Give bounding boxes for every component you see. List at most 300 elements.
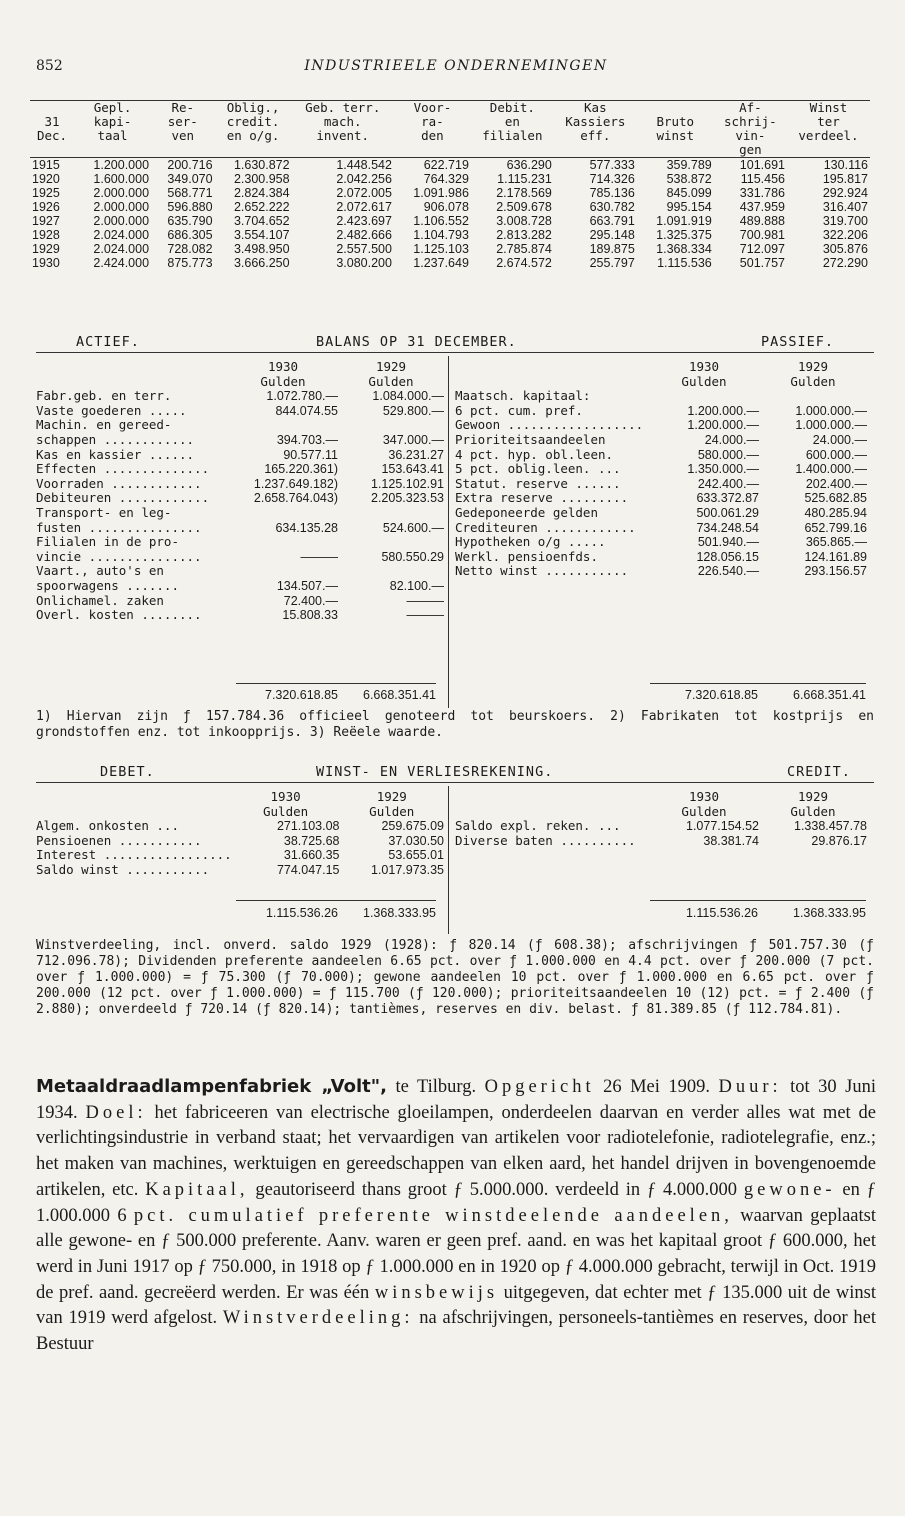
passief-label: Hypotheken o/g ..... [455,534,606,550]
passief-label: Netto winst ........... [455,563,629,579]
stats-cell: 728.082 [167,242,213,256]
stats-cell: 577.333 [589,158,635,172]
stats-cell: 2.072.617 [336,200,392,214]
passief-totals [648,688,866,703]
stats-cell: 3.008.728 [496,214,552,228]
stats-cell: 1.115.536 [657,256,712,270]
stats-cell: 189.875 [589,242,635,256]
actief-value-1930 [228,418,338,433]
actief-value-1930: 844.074.55 [275,403,338,418]
actief-label: Transport- en leg- [36,504,172,520]
actief-unit-1929: Gulden [368,373,414,389]
credit-header-spacer [455,805,649,820]
debet-total-rule [236,900,436,901]
stats-column-header [471,143,554,158]
actief-value-1930: 72.400.— [283,593,338,608]
actief-value-1929 [338,418,444,433]
stats-cell: 1.600.000 [93,172,150,186]
debet-value-1930: 31.660.35 [283,848,340,863]
passief-row [455,564,867,579]
stats-column-header: credit. [226,114,280,129]
stats-cell: 130.116 [823,158,868,172]
stats-column-header: 31 [44,114,60,129]
actief-total-rule [236,683,436,684]
actief-value-1929: 36.231.27 [388,447,444,462]
stats-cell: 2.813.282 [496,228,552,242]
actief-header-spacer [36,375,228,390]
stats-cell: 3.666.250 [233,256,290,270]
credit-unit-1929: Gulden [790,803,836,819]
stats-cell: 295.148 [589,228,635,242]
passief-label: Prioriteitsaandeelen [455,431,606,447]
passief-label: Gedeponeerde gelden [455,504,598,520]
stats-row [30,228,870,242]
passief-value-1929: 600.000.— [805,447,867,462]
keyword-gewone: gewone- [743,1179,836,1200]
stats-cell: 714.326 [589,172,635,186]
stats-cell: 2.785.874 [496,242,552,256]
passief-table [455,360,867,579]
debet-unit-1929: Gulden [369,803,415,819]
stats-cell: 2.423.697 [336,214,392,228]
stats-year-cell: 1928 [32,228,60,242]
keyword-winsbewijs: winsbewijs [374,1282,499,1303]
stats-column-header: Oblig., [215,101,292,116]
actief-value-1929: ——— [406,593,444,608]
credit-totals [648,906,866,921]
passief-row [455,521,867,536]
actief-value-1929: 580.550.29 [381,549,444,564]
debet-table [36,790,444,878]
winstverdeeling-text: Winstverdeeling, incl. onverd. saldo 1929 (1928): ƒ 820.14 (ƒ 608.38); afschrijvingen ƒ 501.757.30 (ƒ 712.096.78); Dividenden preferente aandeelen 6.65 pct. over ƒ 1.000.000 en 4.4 pct. over ƒ 200.000 (7 pct. over ƒ 1.000.000) = ƒ 75.300 (ƒ 70.000); gewone aandeelen 10 pct. over ƒ 1.000.000 en 6.65 pct. over ƒ 200.000 (12 pct. over ƒ 1.000.000) = ƒ 115.700 (ƒ 120.000); prioriteitsaandeelen 10 (12) pct. = ƒ 2.400 (ƒ 2.880); onverdeeld ƒ 720.14 (ƒ 820.14); tantièmes, reserves en div. belast. ƒ 81.389.85 (ƒ 112.784.81). [36,938,874,1017]
passief-label: Maatsch. kapitaal: [455,388,591,404]
actief-value-1930: 15.808.33 [282,608,338,623]
debet-value-1930: 774.047.15 [276,862,340,877]
company-text-7: waarvan geplaatst alle gewone- en ƒ 500.000 preferente. Aanv. waren er geen pref. aand. en was het kapitaal groot ƒ 600.000, het werd in Juni 1917 op ƒ 750.000, in 1918 op ƒ 1.000.000 en in 1920 op ƒ 4.000.000 gebracht, terwijl in Oct. 1919 de pref. aand. gecreëerd werden. Er was één [36,1205,876,1303]
passief-header-spacer [455,375,649,390]
stats-row [30,200,870,214]
passief-label: Werkl. pensioenfds. [455,548,598,564]
actief-label: Onlichamel. zaken [36,592,164,608]
stats-cell: 3.704.652 [233,214,290,228]
actief-value-1930: 1.237.649.182) [253,476,338,491]
debet-row [36,819,444,834]
stats-cell: 2.042.256 [336,172,392,186]
stats-year-cell: 1915 [32,158,60,172]
stats-cell: 1.237.649 [413,256,469,270]
stats-cell: 635.790 [167,214,213,228]
actief-value-1929 [338,564,444,579]
actief-value-1929: 82.100.— [389,578,444,593]
passief-value-1930: 580.000.— [697,447,759,462]
passief-total-1929: 6.668.351.41 [793,688,866,702]
stats-cell: 255.797 [589,256,635,270]
passief-row [455,389,867,404]
actief-value-1929: 524.600.— [382,520,444,535]
stats-cell: 2.674.572 [496,256,552,270]
passief-value-1929: 1.400.000.— [795,462,867,477]
passief-row [455,491,867,506]
pl-title: WINST- EN VERLIESREKENING. [316,764,554,780]
credit-total-1929: 1.368.333.95 [793,906,866,920]
stats-column-header: Debit. [471,101,554,116]
stats-column-header [637,101,714,116]
stats-column-header: Voor- [394,101,471,116]
stats-cell: 1.448.542 [336,158,392,172]
stats-column-header: schrij- [724,114,777,129]
stats-cell: 630.782 [589,200,635,214]
actief-row [36,418,444,433]
actief-row [36,535,444,550]
pl-top-rule [36,782,874,783]
actief-value-1930 [228,564,338,579]
stats-column-header: Dec. [36,128,68,143]
passief-value-1930: 24.000.— [704,432,759,447]
stats-cell: 322.206 [822,228,868,242]
debet-year-row [36,790,444,805]
stats-column-header: ter [817,114,840,129]
actief-value-1929: ——— [406,608,444,623]
passief-value-1930: 500.061.29 [696,505,759,520]
stats-cell: 292.924 [822,186,868,200]
credit-row [455,819,867,834]
credit-value-1929: 29.876.17 [811,833,867,848]
actief-total-1929: 6.668.351.41 [363,688,436,702]
page-title: INDUSTRIEELE ONDERNEMINGEN [304,58,608,74]
actief-row [36,608,444,623]
stats-cell: 906.078 [423,200,469,214]
stats-year-cell: 1929 [32,242,60,256]
passief-value-1930: 633.372.87 [696,491,759,506]
stats-cell: 1.368.334 [656,242,712,256]
passief-value-1930: 242.400.— [697,476,759,491]
passief-year-row [455,360,867,375]
passief-row [455,477,867,492]
actief-row [36,579,444,594]
credit-value-1930: 1.077.154.52 [686,819,759,834]
keyword-winstverdeeling: Winstverdeeling: [222,1308,414,1329]
stats-cell: 995.154 [666,200,712,214]
actief-value-1930: 634.135.28 [275,520,338,535]
stats-cell: 712.097 [739,242,785,256]
stats-cell: 3.498.950 [233,242,290,256]
stats-cell: 272.290 [822,256,868,270]
debet-value-1929: 1.017.973.35 [371,862,444,877]
stats-cell: 568.771 [167,186,213,200]
stats-cell: 195.817 [822,172,868,186]
page-number: 852 [36,58,63,74]
actief-unit-1930: Gulden [260,373,306,389]
passief-row [455,550,867,565]
passief-row [455,462,867,477]
passief-label: Statut. reserve ...... [455,475,621,491]
passief-row [455,535,867,550]
actief-unit-row [36,375,444,390]
actief-row [36,433,444,448]
debet-header-spacer [36,805,232,820]
balance-title: BALANS OP 31 DECEMBER. [316,334,517,350]
stats-cell: 622.719 [423,158,469,172]
debet-row [36,848,444,863]
actief-value-1929: 347.000.— [382,432,444,447]
stats-cell: 2.072.005 [336,186,392,200]
keyword-preferent: pct. cumulatief preferente winstdeelende aandeelen, [133,1205,733,1226]
stats-column-header: Af- [714,101,787,116]
keyword-kapitaal: Kapitaal, [145,1179,249,1200]
stats-row [30,158,870,173]
stats-column-header: eff. [580,128,611,143]
stats-column-header [292,143,394,158]
stats-row [30,256,870,270]
company-name: Metaaldraadlampenfabriek „Volt", [36,1076,387,1097]
stats-row [30,186,870,200]
stats-column-header: kapi- [93,114,132,129]
actief-row [36,594,444,609]
stats-column-header: verdeel. [798,128,859,143]
passief-label: 4 pct. hyp. obl.leen. [455,446,614,462]
stats-column-header: taal [97,128,128,143]
passief-row [455,506,867,521]
stats-cell: 316.407 [822,200,868,214]
passief-row [455,433,867,448]
stats-cell: 2.509.678 [496,200,552,214]
stats-column-header: Bruto [656,114,695,129]
stats-column-header: Winst [787,101,870,116]
passief-year-1929: 1929 [797,359,829,374]
credit-year-row [455,790,867,805]
debet-title: DEBET. [100,764,155,780]
stats-column-header [394,143,471,158]
actief-label: spoorwagens ....... [36,577,179,593]
debet-label: Saldo winst ........... [36,861,210,877]
actief-label: Debiteuren ............ [36,490,210,506]
passief-header-spacer [455,360,649,375]
passief-row [455,418,867,433]
debet-row [36,834,444,849]
actief-row [36,389,444,404]
passief-value-1929: 525.682.85 [804,491,867,506]
debet-year-1930: 1930 [270,789,301,804]
passief-label: Crediteuren ............ [455,519,636,535]
stats-column-header: en o/g. [226,128,280,143]
debet-totals [228,906,436,921]
credit-year-1930: 1930 [688,789,720,804]
company-text-6: en ƒ 1.000.000 6 [36,1179,876,1226]
passief-value-1930: 1.350.000.— [687,462,759,477]
stats-column-header [554,143,637,158]
stats-cell: 101.691 [739,158,785,172]
actief-row [36,521,444,536]
debet-value-1930: 38.725.68 [283,833,340,848]
stats-column-header [787,143,870,158]
passief-value-1929: 365.865.— [805,535,867,550]
actief-value-1930 [228,506,338,521]
passief-value-1930: 1.200.000.— [687,418,759,433]
keyword-opgericht: Opgericht [484,1077,595,1097]
actief-value-1930: 394.703.— [276,432,338,447]
credit-label: Saldo expl. reken. ... [455,818,621,834]
statistics-table [30,100,870,270]
stats-cell: 1.325.375 [656,228,712,242]
credit-header-spacer [455,790,649,805]
debet-unit-1930: Gulden [263,803,309,819]
stats-year-cell: 1927 [32,214,60,228]
passief-year-1930: 1930 [688,359,720,374]
stats-column-header: Re- [151,101,215,116]
credit-total-rule [650,900,866,901]
stats-column-header: ra- [421,114,444,129]
page-header [36,58,876,80]
stats-column-header: vin- [735,128,766,143]
passief-value-1929: 24.000.— [812,432,867,447]
actief-row [36,506,444,521]
stats-column-header [30,101,74,116]
stats-row [30,172,870,186]
stats-column-header: gen [714,143,787,158]
actief-row [36,404,444,419]
stats-cell: 2.482.666 [336,228,392,242]
actief-value-1930: 90.577.11 [283,447,338,462]
stats-year-cell: 1930 [32,256,60,270]
stats-cell: 1.630.872 [233,158,290,172]
passief-row [455,404,867,419]
stats-column-header [151,143,215,158]
stats-column-header: Kas [554,101,637,116]
actief-value-1930: ——— [300,549,338,564]
credit-value-1930: 38.381.74 [703,833,759,848]
credit-table [455,790,867,848]
stats-cell: 1.200.000 [93,158,150,172]
actief-value-1930: 134.507.— [276,578,338,593]
company-text-1: te Tilburg. [386,1077,485,1097]
stats-column-header [74,143,151,158]
stats-cell: 331.786 [739,186,785,200]
debet-label: Interest ................. [36,847,232,863]
credit-title: CREDIT. [787,764,851,780]
stats-column-header: ven [171,128,195,143]
actief-header-spacer [36,360,228,375]
stats-cell: 686.305 [167,228,213,242]
balance-top-rule [36,352,874,353]
actief-year-1929: 1929 [375,359,407,374]
passief-title: PASSIEF. [761,334,835,350]
stats-cell: 1.106.552 [413,214,469,228]
actief-row [36,462,444,477]
stats-column-header: filialen [482,128,543,143]
stats-cell: 437.959 [739,200,785,214]
stats-header-row [30,101,870,116]
stats-row [30,214,870,228]
stats-cell: 1.115.231 [497,172,552,186]
actief-title: ACTIEF. [76,334,140,350]
balance-footnote: 1) Hiervan zijn ƒ 157.784.36 officieel genoteerd tot beurskoers. 2) Fabrikaten tot kostprijs en grondstoffen enz. tot inkoopprijs. 3) Reëele waarde. [36,709,874,740]
passief-label: Gewoon .................. [455,417,644,433]
actief-label: vincie ............... [36,548,202,564]
actief-table [36,360,444,623]
actief-label: schappen ............ [36,431,195,447]
stats-column-header: en [504,114,520,129]
debet-value-1929: 259.675.09 [381,819,444,834]
actief-value-1930: 165.220.361) [264,462,338,477]
passief-value-1929: 124.161.89 [804,549,867,564]
debet-label: Algem. onkosten ... [36,818,179,834]
credit-row [455,834,867,849]
debet-value-1929: 37.030.50 [388,833,444,848]
actief-label: Fabr.geb. en terr. [36,388,172,404]
stats-column-header: den [421,128,444,143]
actief-label: Kas en kassier ...... [36,446,195,462]
passief-value-1929: 293.156.57 [804,564,867,579]
stats-cell: 2.300.958 [233,172,290,186]
actief-row [36,550,444,565]
stats-column-header: Gepl. [74,101,151,116]
stats-cell: 359.789 [666,158,712,172]
actief-total-1930: 7.320.618.85 [265,688,338,702]
passief-value-1929: 1.000.000.— [795,418,867,433]
stats-cell: 115.456 [740,172,785,186]
passief-row [455,448,867,463]
actief-row [36,448,444,463]
stats-cell: 305.876 [822,242,868,256]
actief-value-1929 [338,506,444,521]
company-text-8: uitgegeven, dat echter met ƒ 135.000 uit de winst van 1919 werd afgelost. [36,1282,877,1329]
debet-value-1929: 53.655.01 [388,848,444,863]
stats-cell: 3.080.200 [336,256,392,270]
stats-column-header: mach. [323,114,362,129]
passief-value-1929: 652.799.16 [804,520,867,535]
passief-value-1930: 226.540.— [697,564,759,579]
debet-total-1929: 1.368.333.95 [363,906,436,920]
keyword-doel: Doel: [85,1102,147,1123]
actief-label: Filialen in de pro- [36,534,179,550]
stats-cell: 3.554.107 [233,228,290,242]
debet-header-spacer [36,790,232,805]
stats-column-header: invent. [316,128,370,143]
stats-cell: 636.290 [506,158,552,172]
stats-column-header: Kassiers [565,114,626,129]
stats-cell: 2.178.569 [496,186,552,200]
stats-cell: 2.000.000 [93,214,150,228]
passief-unit-1929: Gulden [790,373,836,389]
actief-row [36,477,444,492]
stats-cell: 700.981 [739,228,785,242]
company-text-2: 26 Mei 1909. [594,1077,719,1097]
passief-value-1930: 128.056.15 [696,549,759,564]
stats-year-cell: 1926 [32,200,60,214]
stats-cell: 1.125.103 [413,242,469,256]
stats-column-header [30,143,74,158]
passief-total-1930: 7.320.618.85 [685,688,758,702]
actief-label: Machin. en gereed- [36,417,172,433]
stats-cell: 2.824.384 [233,186,290,200]
credit-unit-1930: Gulden [681,803,727,819]
actief-value-1929: 1.125.102.91 [371,476,444,491]
stats-cell: 349.070 [167,172,213,186]
stats-header-row [30,115,870,129]
stats-cell: 2.557.500 [336,242,392,256]
pl-divider [448,786,449,934]
debet-year-1929: 1929 [376,789,407,804]
credit-unit-row [455,805,867,820]
debet-label: Pensioenen ........... [36,832,202,848]
stats-cell: 2.652.222 [233,200,290,214]
stats-cell: 2.024.000 [93,242,150,256]
debet-row [36,863,444,878]
actief-year-row [36,360,444,375]
stats-cell: 764.329 [423,172,469,186]
stats-column-header: winst [656,128,695,143]
stats-column-header [637,143,714,158]
